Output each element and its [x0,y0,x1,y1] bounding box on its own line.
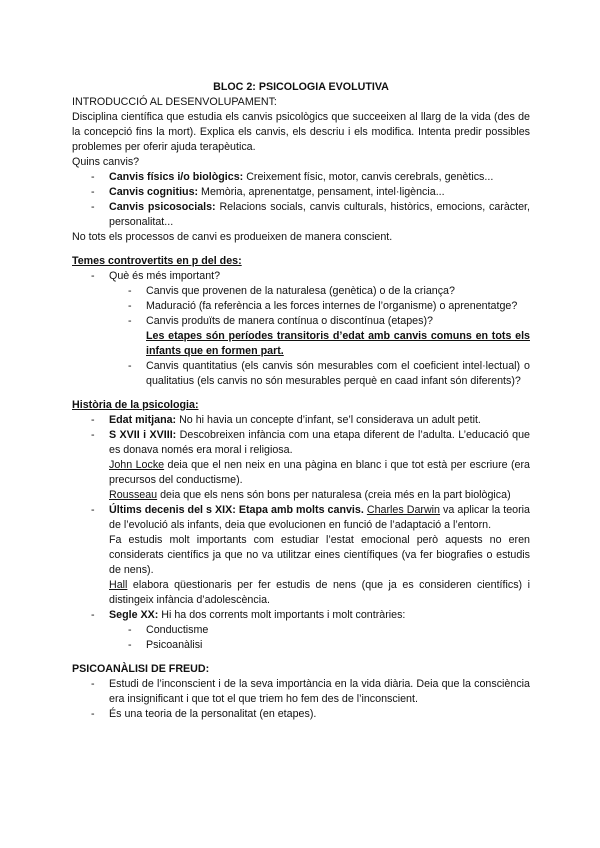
list-item: - S XVII i XVIII: Descobreixen infància com una etapa diferent de l’adulta. L’educació que es donava només era moral i religiosa. [91,429,530,456]
list-item: - Què és més important? [91,270,221,282]
list-item: - Canvis físics i/o biològics: Creixement físic, motor, canvis cerebrals, genètics... [91,171,494,183]
temes-heading: Temes controvertits en p del des: [72,255,242,267]
sub-list-item: - Canvis produïts de manera contínua o discontínua (etapes)? [128,315,433,327]
list-item: - Canvis cognitius: Memòria, aprenentatge, pensament, intel·ligència... [91,186,445,198]
etapes-note: Les etapes són períodes transitoris d’edat amb canvis comuns en tots els infants que en formen part. [146,330,530,357]
sub-list-item: - Canvis que provenen de la naturalesa (genètica) o de la criança? [128,285,455,297]
intro-closing: No tots els processos de canvi es produeixen de manera conscient. [72,231,393,243]
list-item: - Últims decenis del s XIX: Etapa amb molts canvis. Charles Darwin va aplicar la teoria de l’evolució als infants, deia que evolucionen en funció de l’adaptació a l’entorn. [91,504,530,531]
document-page [72,80,530,722]
page-title: BLOC 2: PSICOLOGIA EVOLUTIVA [213,81,389,93]
rousseau-text: Rousseau deia que els nens són bons per naturalesa (creia més en la part biològica) [109,489,511,501]
intro-heading: INTRODUCCIÓ AL DESENVOLUPAMENT: [72,96,277,108]
sub-list-item: - Psicoanàlisi [128,639,203,651]
list-item: - Canvis psicosocials: Relacions socials, canvis culturals, històrics, emocions, caràcter, personalitat... [91,201,530,228]
sub-list-item: - Maduració (fa referència a les forces internes de l’organisme) o aprenentatge? [128,300,518,312]
item-label: Canvis psicosocials: [109,201,216,213]
intro-question: Quins canvis? [72,156,140,168]
intro-paragraph: Disciplina científica que estudia els canvis psicològics que succeeixen al llarg de la vida (des de la concepció fins la mort). Explica els canvis, els descriu i els modifica. Intenta predir possibles problemes per oferir ajuda terapèutica. [72,111,530,153]
list-item: - Edat mitjana: No hi havia un concepte d’infant, se’l considerava un adult petit. [91,414,481,426]
darwin-studies-text: Fa estudis molt importants com estudiar l’estat emocional però aquests no eren considerats científics ja que no va utilitzar eines científiques (va fer biografies o estudis de nens). [109,534,530,576]
sub-list-item: - Canvis quantitatius (els canvis són mesurables com el coeficient intel·lectual) o qualitatius (els canvis no són mesurables perquè en caad infant són diferents)? [128,360,530,387]
list-item: - Estudi de l’inconscient i de la seva importància en la vida diària. Deia que la consciència era insignificant i que tot el que triem ho fem des de l’inconscient. [91,678,530,705]
list-item: - Segle XX: Hi ha dos corrents molt importants i molt contràries: [91,609,406,621]
list-item: - És una teoria de la personalitat (en etapes). [91,708,317,720]
locke-text: John Locke deia que el nen neix en una pàgina en blanc i que tot està per escriure (era precursos del conductisme). [109,459,531,486]
item-label: Canvis físics i/o biològics: [109,171,244,183]
historia-heading: Història de la psicologia: [72,399,199,411]
hall-text: Hall elabora qüestionaris per fer estudis de nens (que ja es consideren científics) i distingeix infància d’adolescència. [109,579,530,606]
sub-list-item: - Conductisme [128,624,209,636]
freud-heading: PSICOANÀLISI DE FREUD: [72,663,210,675]
item-label: Canvis cognitius: [109,186,199,198]
